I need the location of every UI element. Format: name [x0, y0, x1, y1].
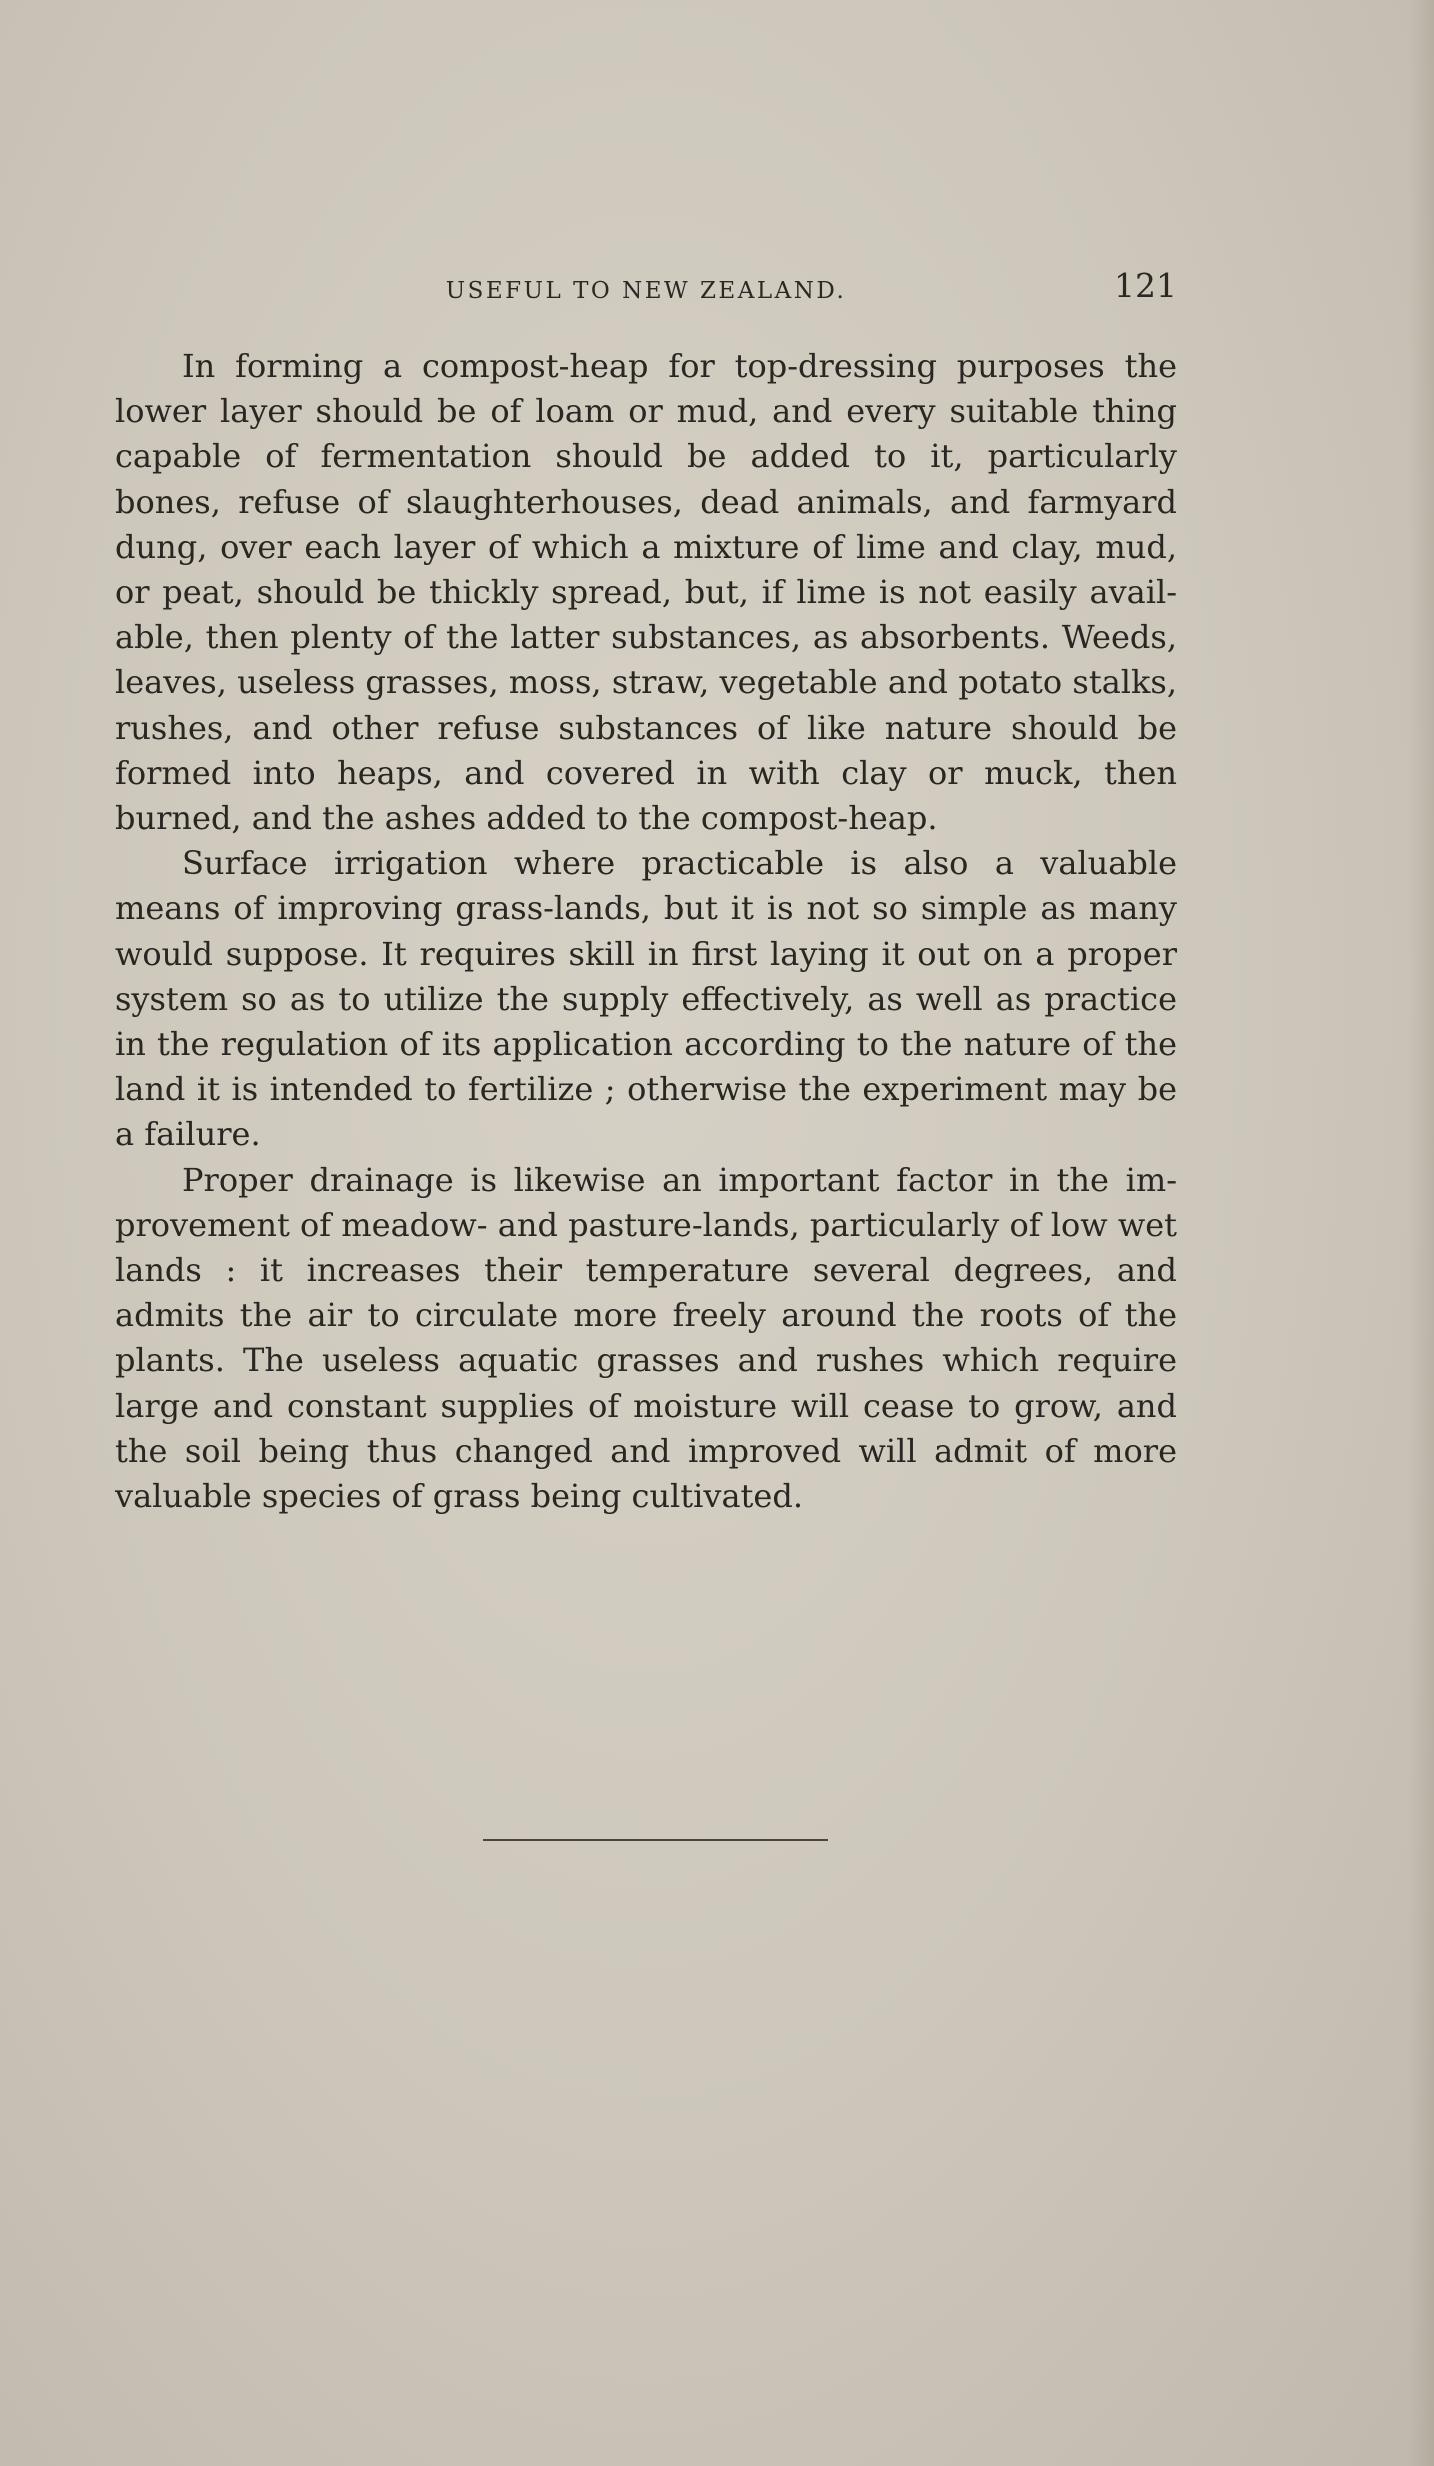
section-end-rule [483, 1839, 828, 1841]
running-head [115, 266, 1177, 316]
page-number: 121 [1114, 266, 1177, 305]
paragraph-compost-heap: In forming a compost-heap for top-dressing purposes the lower layer should be of loam or mud, and every suitable thing capable of fermentation should be added to it, particularly bones, refuse of slaughterhouses, dead animals, and farmyard dung, over each layer of which a mixture of lime and clay, mud, or peat, should be thickly spread, but, if lime is not easily avail-able, then plenty of the latter substances, as absorbents. Weeds, leaves, useless grasses, moss, straw, vegetable and potato stalks, rushes, and other refuse substances of like nature should be formed into heaps, and covered in with clay or muck, then burned, and the ashes added to the compost-heap. [115, 347, 1177, 838]
page-edge-shadow [1408, 0, 1434, 2466]
paragraph-surface-irrigation: Surface irrigation where practicable is also a valuable means of improving grass-lands, but it is not so simple as many would suppose. It requires skill in first laying it out on a proper system so as to utilize the supply effectively, as well as practice in the regulation of its application according to the nature of the land it is intended to fertilize ; otherwise the experiment may be a failure. [115, 844, 1177, 1154]
paragraph-drainage: Proper drainage is likewise an important factor in the im-provement of meadow- and pasture-lands, particularly of low wet lands : it increases their temperature several degrees, and admits the air to circulate more freely around the roots of the plants. The useless aquatic grasses and rushes which require large and constant supplies of moisture will cease to grow, and the soil being thus changed and improved will admit of more valuable species of grass being cultivated. [115, 1160, 1177, 1516]
body-text [115, 344, 1177, 1519]
running-title: USEFUL TO NEW ZEALAND. [445, 278, 847, 304]
